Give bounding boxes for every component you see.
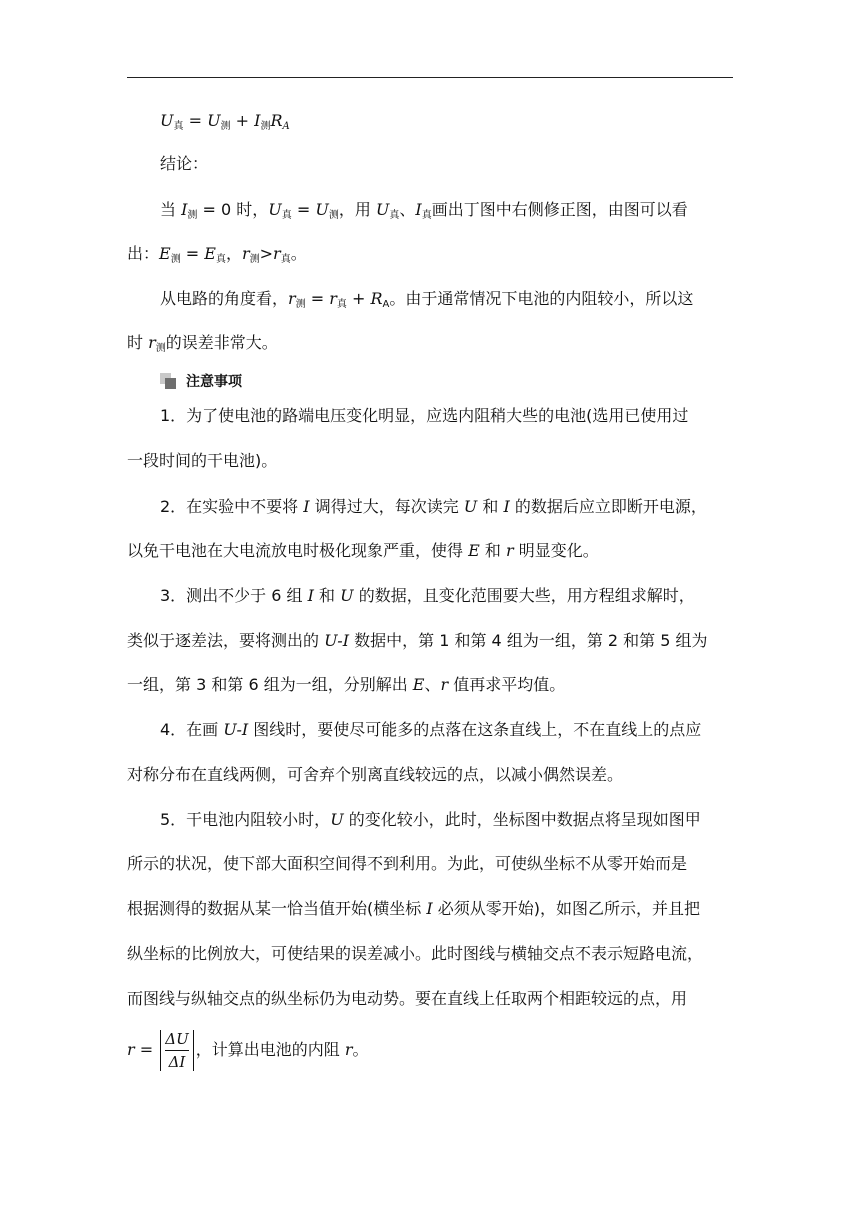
note-item-1-cont: 一段时间的干电池)。 <box>127 451 278 470</box>
section-heading <box>160 371 242 391</box>
header-rule <box>127 77 733 78</box>
para-when-current-zero: 当 $I_测 = 0$ 时，$U_真 = U_测$，用 $U_真$、$I_真$画出丁图中右侧修正图，由图可以看 <box>160 200 688 221</box>
abs-fraction: $\frac{\Delta U}{\Delta I}$ <box>160 1030 193 1071</box>
para-circuit-view-cont: 时 $r_测$的误差非常大。 <box>127 333 278 354</box>
note-item-4: 4．在画 U-I 图线时，要使尽可能多的点落在这条直线上，不在直线上的点应 <box>160 720 702 739</box>
note-item-5-cont: 所示的状况，使下部大面积空间得不到利用。为此，可使纵坐标不从零开始而是 <box>127 854 688 873</box>
note-item-2: 2．在实验中不要将 I 调得过大，每次读完 U 和 I 的数据后应立即断开电源， <box>160 497 707 516</box>
note-item-4-cont: 对称分布在直线两侧，可舍弃个别离直线较远的点，以减小偶然误差。 <box>127 765 624 784</box>
note-item-5-cont4: 而图线与纵轴交点的纵坐标仍为电动势。要在直线上任取两个相距较远的点，用 <box>127 989 688 1008</box>
note-item-3-cont: 类似于逐差法，要将测出的 U-I 数据中，第 1 和第 4 组为一组，第 2 和第 5 组为 <box>127 631 708 650</box>
note-item-5-cont3: 纵坐标的比例放大，可使结果的误差减小。此时图线与横轴交点不表示短路电流， <box>127 944 704 963</box>
conclusion-label: 结论： <box>160 154 209 173</box>
formula-u-true: $U_真 = U_测 + I_测R_A$ <box>160 111 290 132</box>
note-item-5-cont2: 根据测得的数据从某一恰当值开始(横坐标 I 必须从零开始)，如图乙所示，并且把 <box>127 899 701 918</box>
section-heading-text: 注意事项 <box>186 374 242 390</box>
section-square-icon <box>160 373 180 389</box>
para-circuit-view: 从电路的角度看，$r_测 = r_真 + R_A$。由于通常情况下电池的内阻较小，所以这 <box>160 289 694 310</box>
para-when-current-zero-cont: 出：$E_测 = E_真$，$r_测>r_真$。 <box>127 244 307 265</box>
note-item-1: 1．为了使电池的路端电压变化明显，应选内阻稍大些的电池(选用已使用过 <box>160 406 689 425</box>
note-item-3-cont2: 一组，第 3 和第 6 组为一组，分别解出 E、r 值再求平均值。 <box>127 675 566 694</box>
note-item-2-cont: 以免干电池在大电流放电时极化现象严重，使得 E 和 r 明显变化。 <box>127 541 599 560</box>
note-item-5-formula: r = $\frac{\Delta U}{\Delta I}$ ，计算出电池的内阻 r。 <box>127 1030 369 1071</box>
note-item-5: 5．干电池内阻较小时，U 的变化较小，此时，坐标图中数据点将呈现如图甲 <box>160 810 701 829</box>
note-item-3: 3．测出不少于 6 组 I 和 U 的数据，且变化范围要大些，用方程组求解时， <box>160 586 695 605</box>
